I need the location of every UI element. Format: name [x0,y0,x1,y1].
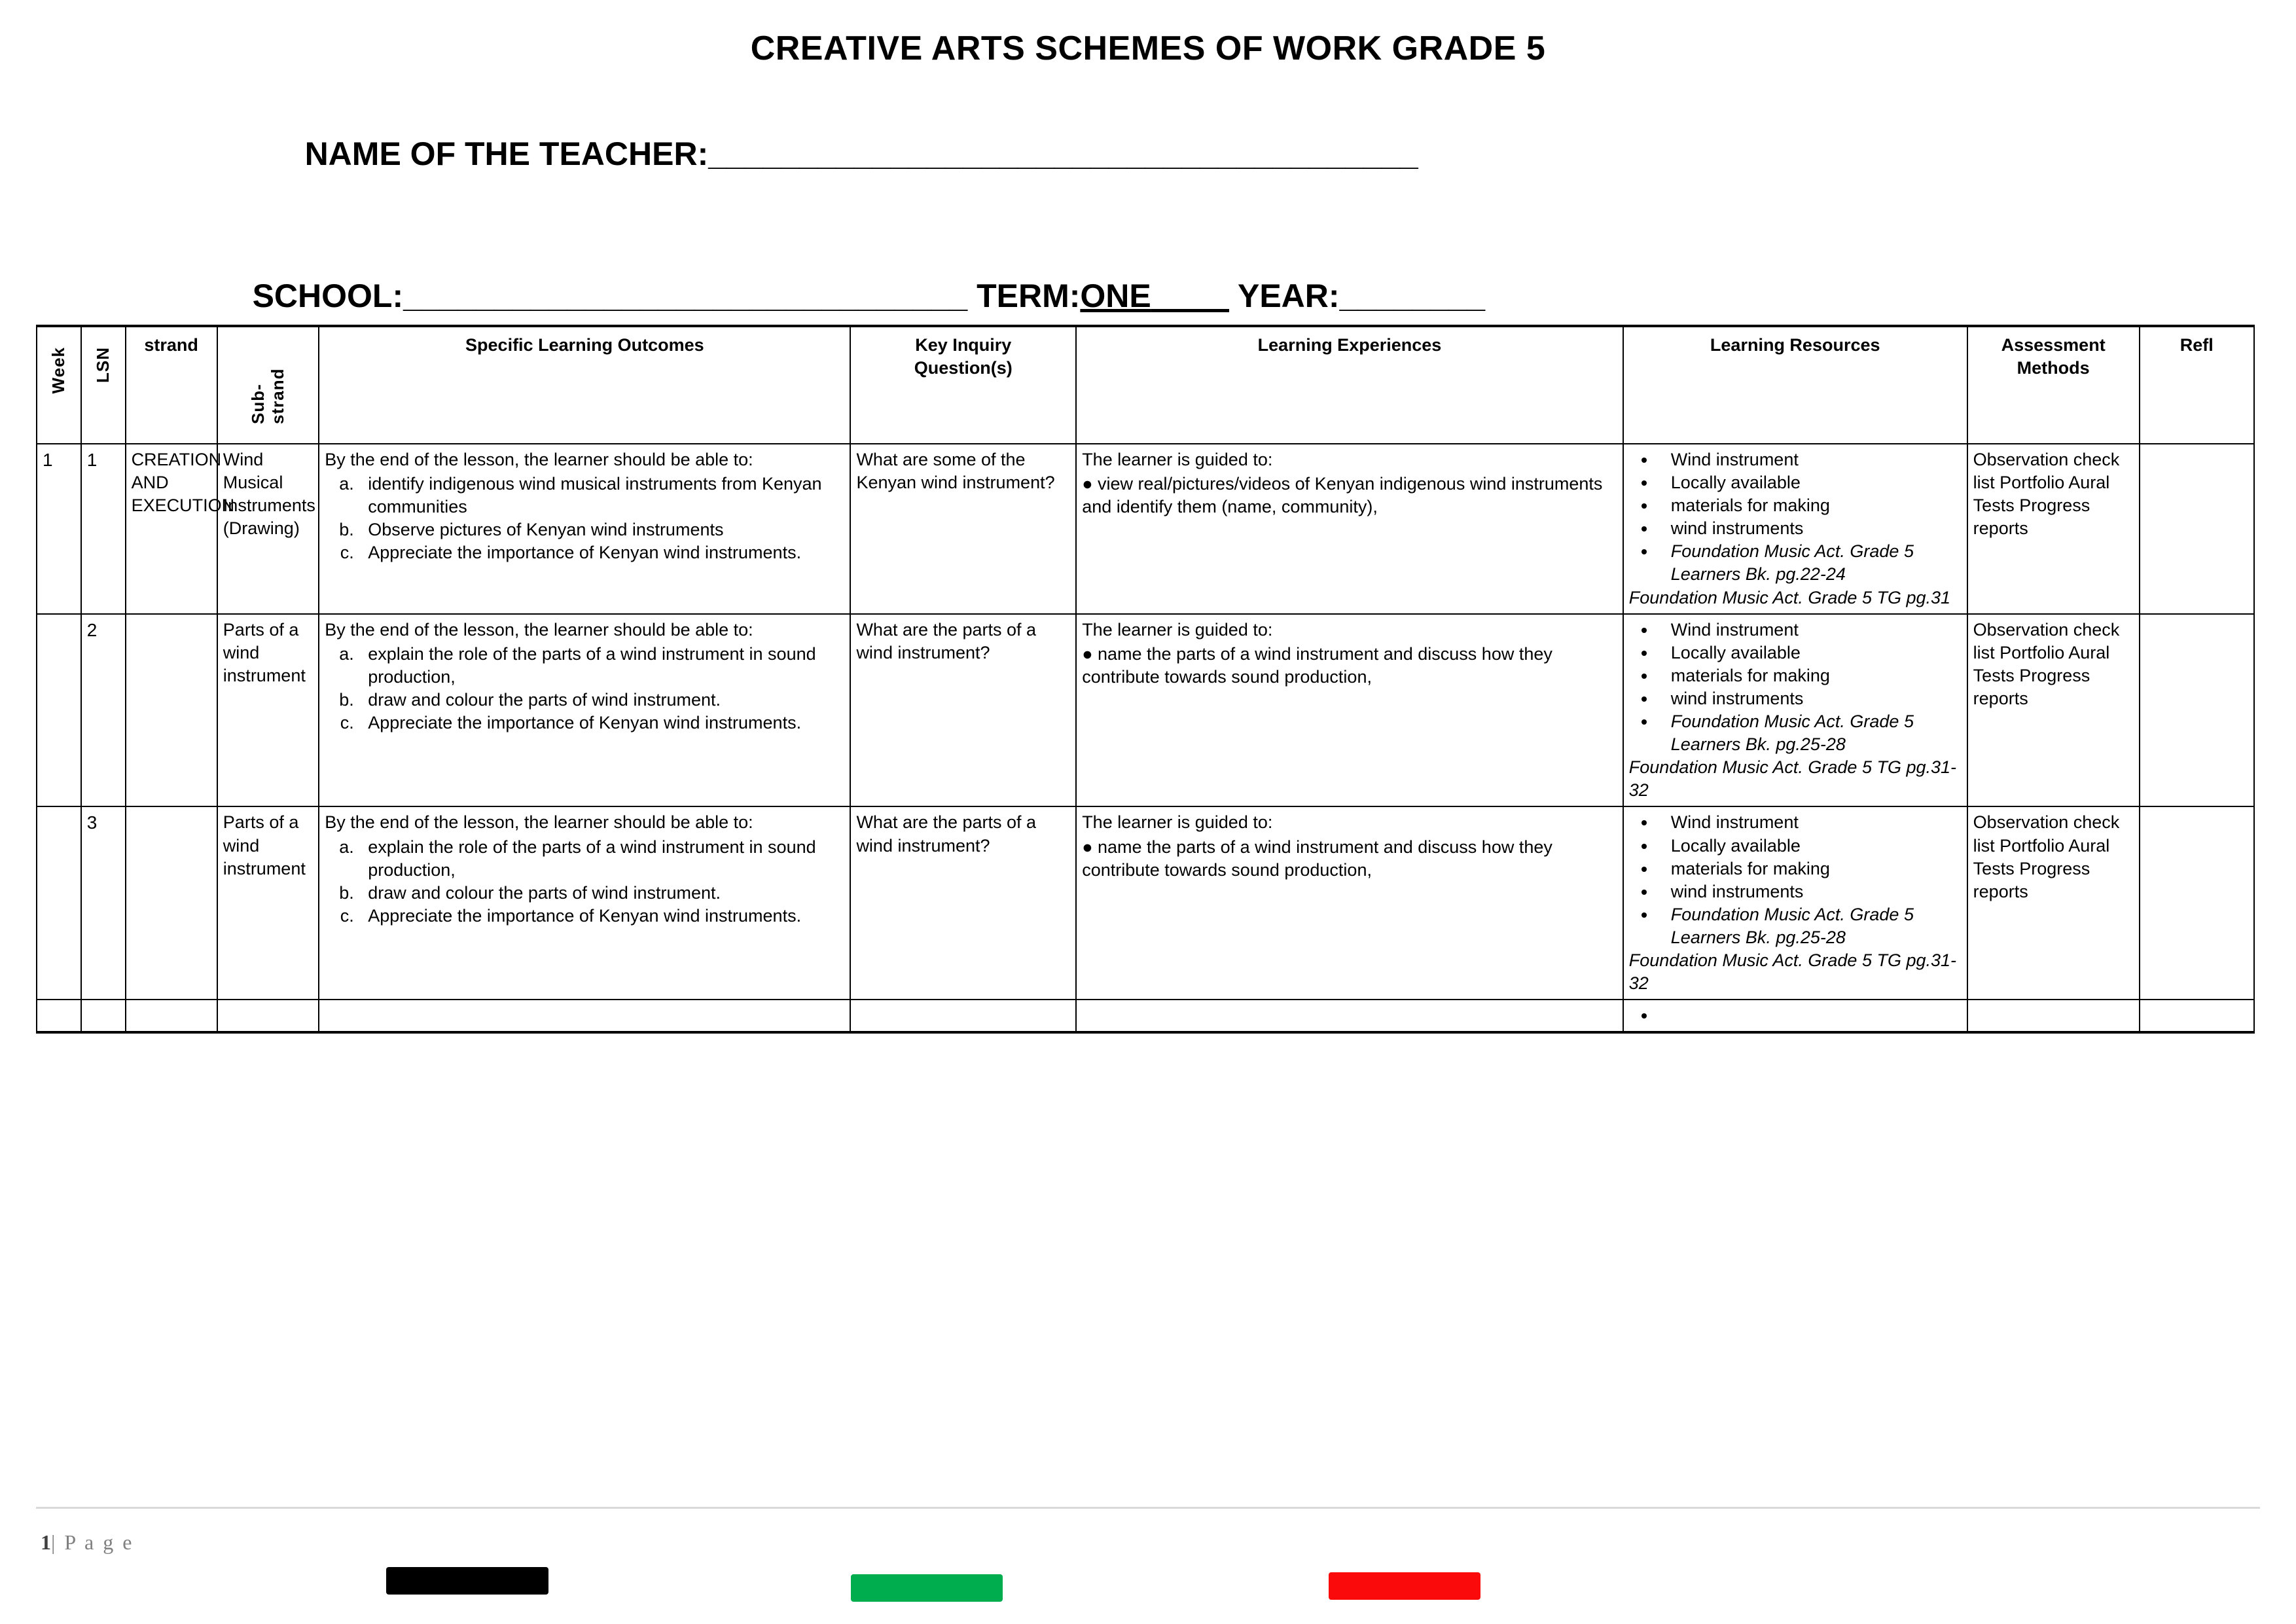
col-header-lsn [81,326,126,444]
cell-assessment-methods [1967,1000,2140,1032]
col-header-assessment-methods [1967,326,2140,444]
cell-lsn [81,1000,126,1032]
col-header-asm-line1: Assessment [2001,335,2106,355]
cell-learning-experiences [1076,1000,1623,1032]
schemes-of-work-table-wrapper [36,325,2255,1034]
cell-reflection [2140,806,2254,1000]
schemes-of-work-table [36,325,2255,1034]
cell-reflection [2140,614,2254,807]
cell-learning-resources: • Wind instrument • Locally available • materials for making • wind instruments • Foundation Music Act. Grade 5 Learners Bk. pg.25-28 Foundation Music Act. Grade 5 TG pg.31-32 [1623,614,1967,807]
col-header-lres-label: Learning Resources [1710,335,1880,355]
cell-sub-strand: Wind Musical Instruments (Drawing) [217,444,319,614]
cell-lsn: 2 [81,614,126,807]
teacher-name-line [0,67,2296,208]
col-header-learning-experiences [1076,326,1623,444]
cell-reflection [2140,1000,2254,1032]
table-row [37,1000,2254,1032]
page-separator: | [51,1530,58,1554]
cell-assessment-methods: Observation check list Portfolio Aural Tests Progress reports [1967,444,2140,614]
cell-lsn: 1 [81,444,126,614]
col-header-asm-line2: Methods [2017,358,2090,378]
col-header-key-inquiry-questions [850,326,1076,444]
term-value: ONE [1080,278,1151,315]
table-row [37,614,2254,807]
col-header-sub-strand [217,326,319,444]
cell-week [37,806,81,1000]
col-header-specific-learning-outcomes [319,326,850,444]
cell-learning-resources [1623,1000,1967,1032]
cell-specific-learning-outcomes: By the end of the lesson, the learner should be able to: a. explain the role of the parts of a wind instrument in sound production, b. draw and colour the parts of wind instrument. c. Appreciate the importance of Kenyan wind instruments. [319,806,850,1000]
cell-specific-learning-outcomes: By the end of the lesson, the learner should be able to: a. identify indigenous wind musical instruments from Kenyan communities b. Observe pictures of Kenyan wind instruments c. Appreciate the importance of Kenyan wind instruments. [319,444,850,614]
page-number-indicator [41,1530,134,1555]
cell-key-inquiry-question [850,1000,1076,1032]
cell-specific-learning-outcomes [319,1000,850,1032]
year-label: YEAR: [1237,278,1340,315]
cell-assessment-methods: Observation check list Portfolio Aural Tests Progress reports [1967,614,2140,807]
cell-learning-resources: • Wind instrument • Locally available • materials for making • wind instruments • Foundation Music Act. Grade 5 Learners Bk. pg.22-24 Foundation Music Act. Grade 5 TG pg.31 [1623,444,1967,614]
cell-strand [126,1000,217,1032]
school-blank: _______________________________ [403,278,968,315]
cell-learning-experiences: The learner is guided to: ● name the parts of a wind instrument and discuss how they contribute towards sound production, [1076,614,1623,807]
cell-learning-resources: • Wind instrument • Locally available • materials for making • wind instruments • Foundation Music Act. Grade 5 Learners Bk. pg.25-28 Foundation Music Act. Grade 5 TG pg.31-32 [1623,806,1967,1000]
cell-lsn: 3 [81,806,126,1000]
cell-reflection [2140,444,2254,614]
decor-bar-black [386,1567,548,1595]
col-header-lex-label: Learning Experiences [1257,335,1442,355]
cell-week [37,1000,81,1032]
table-header-row [37,326,2254,444]
col-header-slo-label: Specific Learning Outcomes [465,335,704,355]
cell-learning-experiences: The learner is guided to: ● name the parts of a wind instrument and discuss how they contribute towards sound production, [1076,806,1623,1000]
table-body [37,444,2254,1032]
cell-strand [126,806,217,1000]
col-header-strand [126,326,217,444]
table-row [37,806,2254,1000]
term-label: TERM: [977,278,1081,315]
cell-sub-strand: Parts of a wind instrument [217,806,319,1000]
col-header-lsn-label: LSN [92,347,113,383]
page-word: P a g e [64,1530,134,1554]
cell-sub-strand: Parts of a wind instrument [217,614,319,807]
decor-bar-green [851,1574,1003,1602]
teacher-blank: _______________________________________ [708,135,1418,173]
col-header-learning-resources [1623,326,1967,444]
col-header-sub-strand-label: Sub- strand [247,368,287,424]
col-header-week [37,326,81,444]
term-blank: ____ [1151,278,1229,315]
cell-strand: CREATION AND EXECUTION [126,444,217,614]
col-header-week-label: Week [48,347,68,394]
decor-bar-red [1329,1572,1480,1600]
col-header-kiq-line2: Question(s) [914,358,1013,378]
col-header-kiq-line1: Key Inquiry [915,335,1012,355]
footer-divider [36,1507,2260,1509]
cell-learning-experiences: The learner is guided to: ● view real/pictures/videos of Kenyan indigenous wind instruments and identify them (name, community), [1076,444,1623,614]
col-header-strand-label: strand [144,335,198,355]
cell-strand [126,614,217,807]
col-header-refl-label: Refl [2179,335,2214,355]
col-header-reflection [2140,326,2254,444]
school-label: SCHOOL: [252,278,404,315]
table-row [37,444,2254,614]
cell-week: 1 [37,444,81,614]
cell-week [37,614,81,807]
year-blank: ________ [1339,278,1486,315]
cell-assessment-methods: Observation check list Portfolio Aural Tests Progress reports [1967,806,2140,1000]
cell-key-inquiry-question: What are the parts of a wind instrument? [850,614,1076,807]
cell-specific-learning-outcomes: By the end of the lesson, the learner should be able to: a. explain the role of the parts of a wind instrument in sound production, b. draw and colour the parts of wind instrument. c. Appreciate the importance of Kenyan wind instruments. [319,614,850,807]
cell-sub-strand [217,1000,319,1032]
cell-key-inquiry-question: What are some of the Kenyan wind instrument? [850,444,1076,614]
teacher-label: NAME OF THE TEACHER: [304,135,709,173]
page-number: 1 [41,1530,51,1554]
cell-key-inquiry-question: What are the parts of a wind instrument? [850,806,1076,1000]
page-title: CREATIVE ARTS SCHEMES OF WORK GRADE 5 [750,29,1546,67]
